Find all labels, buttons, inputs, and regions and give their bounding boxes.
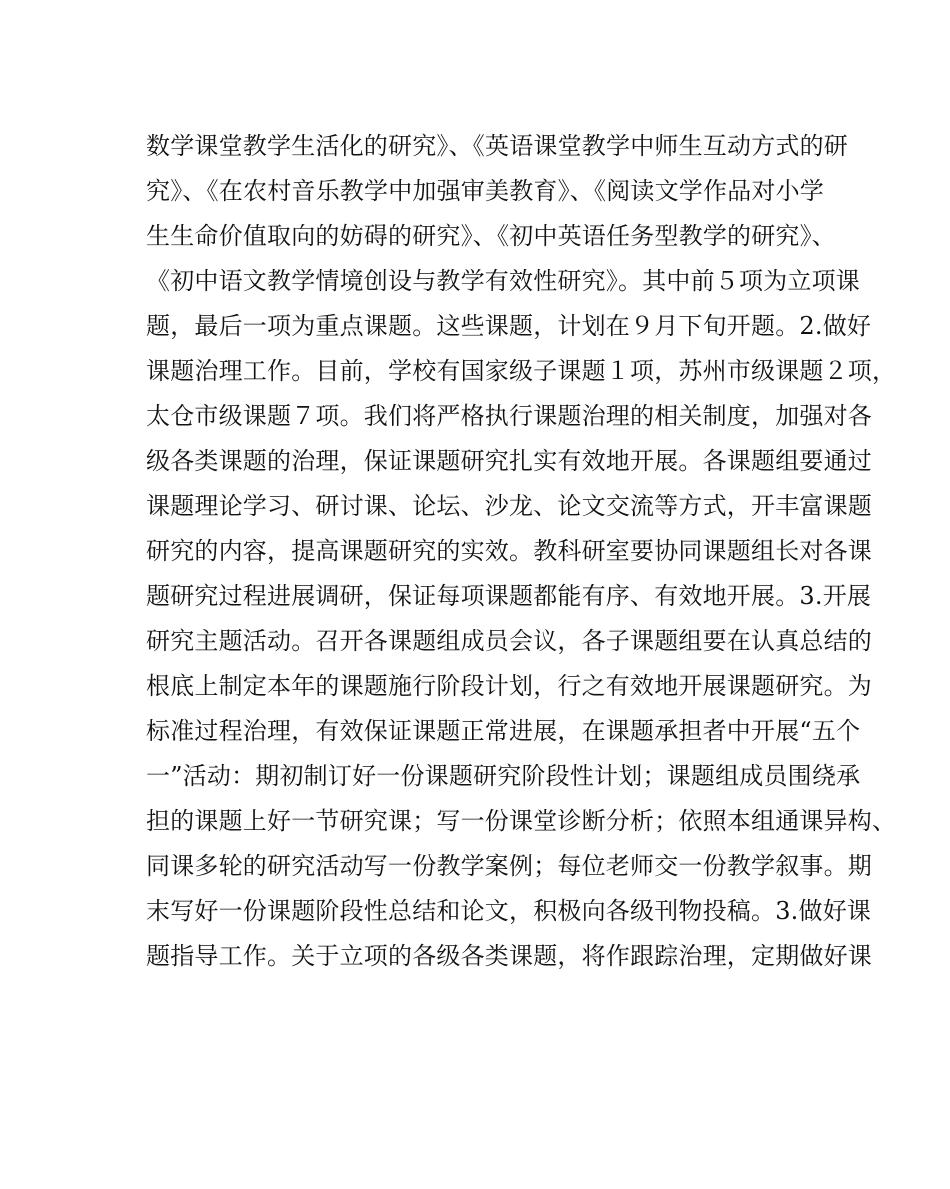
text-line: 研究主题活动。召开各课题组成员会议，各子课题组要在认真总结的 <box>146 627 872 655</box>
text-line: 担的课题上好一节研究课；写一份课堂诊断分析；依照本组通课异构、 <box>146 807 897 835</box>
text-line: 课题治理工作。目前，学校有国家级子课题１项，苏州市级课题２项， <box>146 357 897 385</box>
text-line: 题研究过程进展调研，保证每项课题都能有序、有效地开展。3.开展 <box>146 582 872 610</box>
text-line: 一”活动：期初制订好一份课题研究阶段性计划；课题组成员围绕承 <box>146 762 861 790</box>
text-line: 根底上制定本年的课题施行阶段计划，行之有效地开展课题研究。为 <box>146 672 872 700</box>
text-line: 题指导工作。关于立项的各级各类课题，将作跟踪治理，定期做好课 <box>146 942 872 970</box>
text-line: 末写好一份课题阶段性总结和论文，积极向各级刊物投稿。3.做好课 <box>146 897 872 925</box>
text-line: 数学课堂教学生活化的研究》、《英语课堂教学中师生互动方式的研 <box>146 132 848 160</box>
text-line: 研究的内容，提高课题研究的实效。教科研室要协同课题组长对各课 <box>146 537 872 565</box>
text-line: 标准过程治理，有效保证课题正常进展，在课题承担者中开展“五个 <box>146 717 861 745</box>
text-line: 生生命价值取向的妨碍的研究》、《初中英语任务型教学的研究》、 <box>146 222 836 250</box>
text-line: 同课多轮的研究活动写一份教学案例；每位老师交一份教学叙事。期 <box>146 852 872 880</box>
text-line: 课题理论学习、研讨课、论坛、沙龙、论文交流等方式，开丰富课题 <box>146 492 872 520</box>
text-line: 太仓市级课题７项。我们将严格执行课题治理的相关制度，加强对各 <box>146 402 872 430</box>
text-line: 究》、《在农村音乐教学中加强审美教育》、《阅读文学作品对小学 <box>146 177 824 205</box>
text-line: 题，最后一项为重点课题。这些课题，计划在９月下旬开题。2.做好 <box>146 312 872 340</box>
text-line: 《初中语文教学情境创设与教学有效性研究》。其中前５项为立项课 <box>146 267 860 295</box>
text-line: 级各类课题的治理，保证课题研究扎实有效地开展。各课题组要通过 <box>146 447 872 475</box>
body-paragraph <box>146 124 897 979</box>
